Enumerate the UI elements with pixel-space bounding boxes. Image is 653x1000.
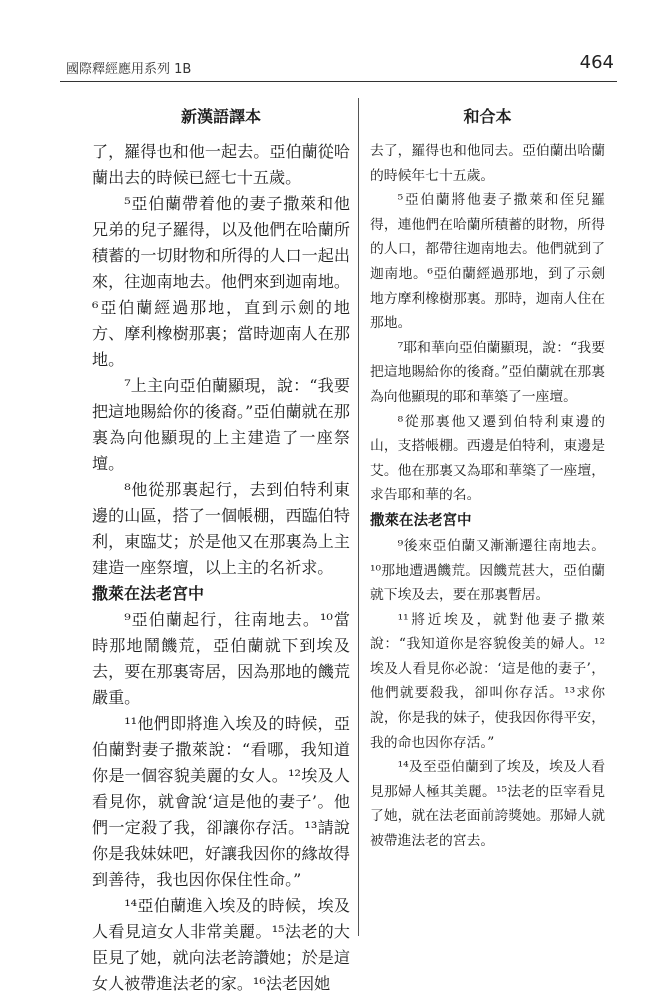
page-number: 464 (579, 52, 614, 73)
verse-paragraph: 了，羅得也和他一起去。亞伯蘭從哈蘭出去的時候已經七十五歲。 (92, 142, 350, 187)
verse-paragraph: ⁹亞伯蘭起行，往南地去。¹⁰當時那地鬧饑荒，亞伯蘭就下到埃及去，要在那裏寄居，因為那地的饑荒嚴重。 (92, 610, 350, 707)
verse-paragraph: ⁹後來亞伯蘭又漸漸遷往南地去。¹⁰那地遭遇饑荒。因饑荒甚大，亞伯蘭就下埃及去，要在那裏暫居。 (370, 537, 605, 604)
left-column-title: 新漢語譯本 (180, 107, 261, 126)
verse-paragraph: ⁷上主向亞伯蘭顯現，說：“我要把這地賜給你的後裔。”亞伯蘭就在那裏為向他顯現的上主建造了一座祭壇。 (92, 376, 350, 473)
header-rule (60, 81, 617, 82)
column-divider (358, 98, 359, 936)
verse-paragraph: ⁵亞伯蘭帶着他的妻子撒萊和他兄弟的兒子羅得，以及他們在哈蘭所積蓄的一切財物和所得的人口一起出來，往迦南地去。他們來到迦南地。⁶亞伯蘭經過那地，直到示劍的地方、摩利橡樹那裏；當時迦南人在那地。 (92, 194, 350, 369)
verse-paragraph: ¹⁴亞伯蘭進入埃及的時候，埃及人看見這女人非常美麗。¹⁵法老的大臣見了她，就向法老誇讚她；於是這女人被帶進法老的家。¹⁶法老因她 (92, 896, 350, 993)
right-column-union-version (370, 104, 605, 854)
verse-paragraph: ⁵亞伯蘭將他妻子撒萊和侄兒羅得，連他們在哈蘭所積蓄的財物，所得的人口，都帶往迦南地去。他們就到了迦南地。⁶亞伯蘭經過那地，到了示劍地方摩利橡樹那裏。那時，迦南人住在那地。 (370, 192, 605, 332)
left-column-new-chinese-version (92, 104, 350, 997)
verse-paragraph: ¹¹將近埃及，就對他妻子撒萊說：“我知道你是容貌俊美的婦人。¹²埃及人看見你必說：‘這是他的妻子’，他們就要殺我，卻叫你存活。¹³求你說，你是我的妹子，使我因你得平安，我的命也因你存活。” (370, 611, 605, 751)
verse-paragraph: ¹⁴及至亞伯蘭到了埃及，埃及人看見那婦人極其美麗。¹⁵法老的臣宰看見了她，就在法老面前誇獎她。那婦人就被帶進法老的宮去。 (370, 759, 605, 850)
section-heading: 撒萊在法老宮中 (92, 584, 205, 603)
verse-paragraph: 去了，羅得也和他同去。亞伯蘭出哈蘭的時候年七十五歲。 (370, 143, 605, 184)
verse-paragraph: ⁸從那裏他又遷到伯特利東邊的山，支搭帳棚。西邊是伯特利，東邊是艾。他在那裏又為耶和華築了一座壇，求告耶和華的名。 (370, 413, 605, 504)
verse-paragraph: ¹¹他們即將進入埃及的時候，亞伯蘭對妻子撒萊說：“看哪，我知道你是一個容貌美麗的女人。¹²埃及人看見你，就會說‘這是他的妻子’。他們一定殺了我，卻讓你存活。¹³請說你是我妹妹吧，好讓我因你的緣故得到善待，我也因你保住性命。” (92, 714, 350, 889)
series-title: 國際釋經應用系列 1B (66, 62, 192, 77)
verse-paragraph: ⁷耶和華向亞伯蘭顯現，說：“我要把這地賜給你的後裔。”亞伯蘭就在那裏為向他顯現的耶和華築了一座壇。 (370, 339, 605, 405)
verse-paragraph: ⁸他從那裏起行，去到伯特利東邊的山區，搭了一個帳棚，西臨伯特利，東臨艾；於是他又在那裏為上主建造一座祭壇，以上主的名祈求。 (92, 480, 350, 577)
section-heading: 撒萊在法老宮中 (370, 512, 472, 529)
right-column-title: 和合本 (463, 107, 512, 126)
